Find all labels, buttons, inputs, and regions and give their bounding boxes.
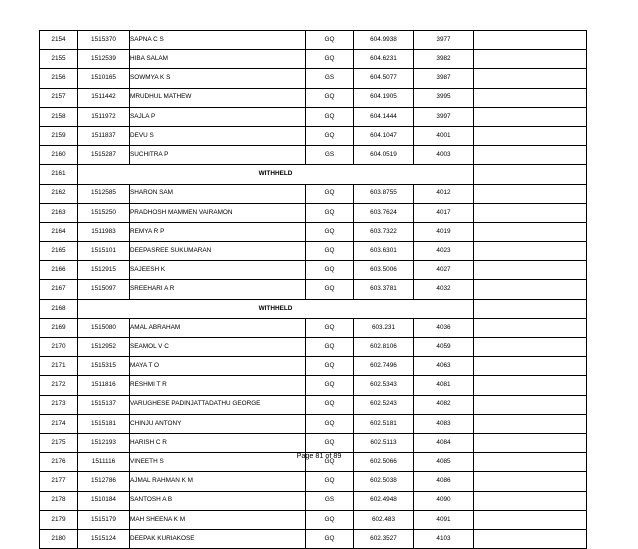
serial-number-cell: 2156	[40, 69, 78, 88]
blank-cell	[474, 165, 587, 184]
table-row	[40, 31, 587, 50]
application-number-cell: 1512193	[78, 433, 130, 452]
blank-cell	[474, 395, 587, 414]
candidate-name-cell: MAYA T O	[130, 357, 306, 376]
blank-cell	[474, 318, 587, 337]
category-cell: GQ	[306, 126, 354, 145]
blank-cell	[474, 203, 587, 222]
table-row	[40, 88, 587, 107]
withheld-row	[40, 299, 587, 318]
rank-cell: 3982	[414, 50, 474, 69]
application-number-cell: 1515287	[78, 146, 130, 165]
candidate-name-cell: DEEPASREE SUKUMARAN	[130, 242, 306, 261]
table-row	[40, 433, 587, 452]
score-cell: 602.5343	[354, 376, 414, 395]
candidate-name-cell: MRUDHUL MATHEW	[130, 88, 306, 107]
blank-cell	[474, 357, 587, 376]
table-row	[40, 338, 587, 357]
candidate-name-cell: SAJLA P	[130, 107, 306, 126]
blank-cell	[474, 107, 587, 126]
serial-number-cell: 2158	[40, 107, 78, 126]
serial-number-cell: 2161	[40, 165, 78, 184]
candidate-name-cell: VARUGHESE PADINJATTADATHU GEORGE	[130, 395, 306, 414]
score-cell: 602.5181	[354, 414, 414, 433]
table-row	[40, 107, 587, 126]
score-cell: 604.0519	[354, 146, 414, 165]
blank-cell	[474, 88, 587, 107]
serial-number-cell: 2180	[40, 529, 78, 548]
rank-cell: 3997	[414, 107, 474, 126]
score-cell: 602.7496	[354, 357, 414, 376]
application-number-cell: 1515179	[78, 510, 130, 529]
score-cell: 602.5113	[354, 433, 414, 452]
rank-cell: 4019	[414, 222, 474, 241]
category-cell: GQ	[306, 184, 354, 203]
application-number-cell: 1515124	[78, 529, 130, 548]
score-cell: 604.9938	[354, 31, 414, 50]
rank-cell: 3977	[414, 31, 474, 50]
table-row	[40, 242, 587, 261]
score-cell: 602.5243	[354, 395, 414, 414]
category-cell: GQ	[306, 203, 354, 222]
candidate-name-cell: CHINJU ANTONY	[130, 414, 306, 433]
candidate-name-cell: RESHMI T R	[130, 376, 306, 395]
blank-cell	[474, 510, 587, 529]
withheld-row	[40, 165, 587, 184]
table-row	[40, 69, 587, 88]
score-cell: 603.8755	[354, 184, 414, 203]
application-number-cell: 1511116	[78, 453, 130, 472]
blank-cell	[474, 50, 587, 69]
blank-cell	[474, 338, 587, 357]
category-cell: GQ	[306, 242, 354, 261]
score-cell: 604.1905	[354, 88, 414, 107]
table-row	[40, 491, 587, 510]
serial-number-cell: 2162	[40, 184, 78, 203]
application-number-cell: 1511816	[78, 376, 130, 395]
category-cell: GQ	[306, 318, 354, 337]
score-cell: 603.231	[354, 318, 414, 337]
serial-number-cell: 2171	[40, 357, 78, 376]
candidate-name-cell: SREEHARI A R	[130, 280, 306, 299]
rank-cell: 4086	[414, 472, 474, 491]
blank-cell	[474, 31, 587, 50]
rank-cell: 4081	[414, 376, 474, 395]
candidate-name-cell: AMAL ABRAHAM	[130, 318, 306, 337]
blank-cell	[474, 414, 587, 433]
blank-cell	[474, 299, 587, 318]
serial-number-cell: 2173	[40, 395, 78, 414]
application-number-cell: 1515080	[78, 318, 130, 337]
rank-cell: 4085	[414, 453, 474, 472]
candidate-name-cell: PRADHOSH MAMMEN VAIRAMON	[130, 203, 306, 222]
score-cell: 602.3527	[354, 529, 414, 548]
category-cell: GQ	[306, 433, 354, 452]
application-number-cell: 1510165	[78, 69, 130, 88]
category-cell: GQ	[306, 107, 354, 126]
score-cell: 603.7322	[354, 222, 414, 241]
blank-cell	[474, 222, 587, 241]
application-number-cell: 1515315	[78, 357, 130, 376]
rank-cell: 4091	[414, 510, 474, 529]
candidate-name-cell: SOWMYA K S	[130, 69, 306, 88]
score-cell: 604.6231	[354, 50, 414, 69]
category-cell: GQ	[306, 338, 354, 357]
score-cell: 602.483	[354, 510, 414, 529]
application-number-cell: 1512786	[78, 472, 130, 491]
application-number-cell: 1512915	[78, 261, 130, 280]
category-cell: GQ	[306, 414, 354, 433]
rank-cell: 4027	[414, 261, 474, 280]
category-cell: GS	[306, 69, 354, 88]
application-number-cell: 1512952	[78, 338, 130, 357]
table-row	[40, 261, 587, 280]
table-row	[40, 376, 587, 395]
rank-cell: 4012	[414, 184, 474, 203]
table-row	[40, 529, 587, 548]
serial-number-cell: 2159	[40, 126, 78, 145]
rank-cell: 4084	[414, 433, 474, 452]
score-cell: 602.4948	[354, 491, 414, 510]
application-number-cell: 1512585	[78, 184, 130, 203]
table-row	[40, 472, 587, 491]
page-number: Page 81 of 89	[296, 451, 342, 460]
serial-number-cell: 2155	[40, 50, 78, 69]
serial-number-cell: 2170	[40, 338, 78, 357]
score-cell: 602.5066	[354, 453, 414, 472]
category-cell: GS	[306, 146, 354, 165]
serial-number-cell: 2163	[40, 203, 78, 222]
rank-cell: 4017	[414, 203, 474, 222]
rank-cell: 4003	[414, 146, 474, 165]
blank-cell	[474, 491, 587, 510]
application-number-cell: 1515370	[78, 31, 130, 50]
application-number-cell: 1511837	[78, 126, 130, 145]
category-cell: GQ	[306, 50, 354, 69]
withheld-cell: WITHHELD	[78, 165, 474, 184]
application-number-cell: 1515181	[78, 414, 130, 433]
blank-cell	[474, 69, 587, 88]
candidate-name-cell: DEEPAK KURIAKOSE	[130, 529, 306, 548]
serial-number-cell: 2175	[40, 433, 78, 452]
candidate-name-cell: MAH SHEENA K M	[130, 510, 306, 529]
rank-cell: 4001	[414, 126, 474, 145]
candidate-name-cell: VINEETH S	[130, 453, 306, 472]
application-number-cell: 1515101	[78, 242, 130, 261]
category-cell: GQ	[306, 222, 354, 241]
serial-number-cell: 2154	[40, 31, 78, 50]
blank-cell	[474, 184, 587, 203]
application-number-cell: 1512539	[78, 50, 130, 69]
blank-cell	[474, 146, 587, 165]
score-cell: 602.8106	[354, 338, 414, 357]
candidate-name-cell: SEAMOL V C	[130, 338, 306, 357]
score-cell: 603.6301	[354, 242, 414, 261]
serial-number-cell: 2168	[40, 299, 78, 318]
serial-number-cell: 2165	[40, 242, 78, 261]
candidate-name-cell: HARISH C R	[130, 433, 306, 452]
table-row	[40, 222, 587, 241]
table-row	[40, 50, 587, 69]
blank-cell	[474, 472, 587, 491]
rank-cell: 4059	[414, 338, 474, 357]
rank-cell: 4063	[414, 357, 474, 376]
rank-cell: 4082	[414, 395, 474, 414]
rank-cell: 4023	[414, 242, 474, 261]
candidate-name-cell: HIBA SALAM	[130, 50, 306, 69]
application-number-cell: 1510184	[78, 491, 130, 510]
category-cell: GQ	[306, 357, 354, 376]
blank-cell	[474, 529, 587, 548]
table-row	[40, 203, 587, 222]
candidate-name-cell: SAJEESH K	[130, 261, 306, 280]
serial-number-cell: 2177	[40, 472, 78, 491]
category-cell: GQ	[306, 376, 354, 395]
category-cell: GQ	[306, 453, 354, 472]
blank-cell	[474, 242, 587, 261]
table-row	[40, 126, 587, 145]
category-cell: GQ	[306, 510, 354, 529]
candidate-name-cell: SANTOSH A B	[130, 491, 306, 510]
score-cell: 603.7624	[354, 203, 414, 222]
serial-number-cell: 2169	[40, 318, 78, 337]
category-cell: GQ	[306, 280, 354, 299]
table-row	[40, 395, 587, 414]
score-cell: 603.3781	[354, 280, 414, 299]
category-cell: GQ	[306, 472, 354, 491]
candidate-name-cell: REMYA R P	[130, 222, 306, 241]
candidate-name-cell: SAPNA C S	[130, 31, 306, 50]
rank-cell: 4103	[414, 529, 474, 548]
table-row	[40, 184, 587, 203]
serial-number-cell: 2164	[40, 222, 78, 241]
rank-cell: 4083	[414, 414, 474, 433]
category-cell: GQ	[306, 31, 354, 50]
category-cell: GS	[306, 491, 354, 510]
table-row	[40, 414, 587, 433]
application-number-cell: 1511983	[78, 222, 130, 241]
blank-cell	[474, 376, 587, 395]
serial-number-cell: 2176	[40, 453, 78, 472]
rank-cell: 4090	[414, 491, 474, 510]
application-number-cell: 1515250	[78, 203, 130, 222]
serial-number-cell: 2167	[40, 280, 78, 299]
category-cell: GQ	[306, 529, 354, 548]
serial-number-cell: 2157	[40, 88, 78, 107]
candidate-name-cell: SHARON SAM	[130, 184, 306, 203]
candidate-name-cell: DEVU S	[130, 126, 306, 145]
score-cell: 604.1047	[354, 126, 414, 145]
serial-number-cell: 2178	[40, 491, 78, 510]
blank-cell	[474, 433, 587, 452]
blank-cell	[474, 126, 587, 145]
score-cell: 603.5006	[354, 261, 414, 280]
serial-number-cell: 2174	[40, 414, 78, 433]
table-row	[40, 318, 587, 337]
score-cell: 604.1444	[354, 107, 414, 126]
table-row	[40, 146, 587, 165]
application-number-cell: 1515137	[78, 395, 130, 414]
category-cell: GQ	[306, 261, 354, 280]
category-cell: GQ	[306, 88, 354, 107]
serial-number-cell: 2172	[40, 376, 78, 395]
candidate-name-cell: AJMAL RAHMAN K M	[130, 472, 306, 491]
application-number-cell: 1511442	[78, 88, 130, 107]
serial-number-cell: 2179	[40, 510, 78, 529]
rank-list-table	[39, 30, 587, 549]
serial-number-cell: 2160	[40, 146, 78, 165]
application-number-cell: 1515097	[78, 280, 130, 299]
table-body	[40, 31, 587, 549]
blank-cell	[474, 280, 587, 299]
application-number-cell: 1511972	[78, 107, 130, 126]
withheld-cell: WITHHELD	[78, 299, 474, 318]
blank-cell	[474, 261, 587, 280]
table-row	[40, 280, 587, 299]
serial-number-cell: 2166	[40, 261, 78, 280]
rank-cell: 4032	[414, 280, 474, 299]
rank-cell: 3995	[414, 88, 474, 107]
rank-cell: 4036	[414, 318, 474, 337]
score-cell: 604.5077	[354, 69, 414, 88]
category-cell: GQ	[306, 395, 354, 414]
candidate-name-cell: SUCHITRA P	[130, 146, 306, 165]
score-cell: 602.5038	[354, 472, 414, 491]
rank-cell: 3987	[414, 69, 474, 88]
table-row	[40, 510, 587, 529]
table-row	[40, 357, 587, 376]
